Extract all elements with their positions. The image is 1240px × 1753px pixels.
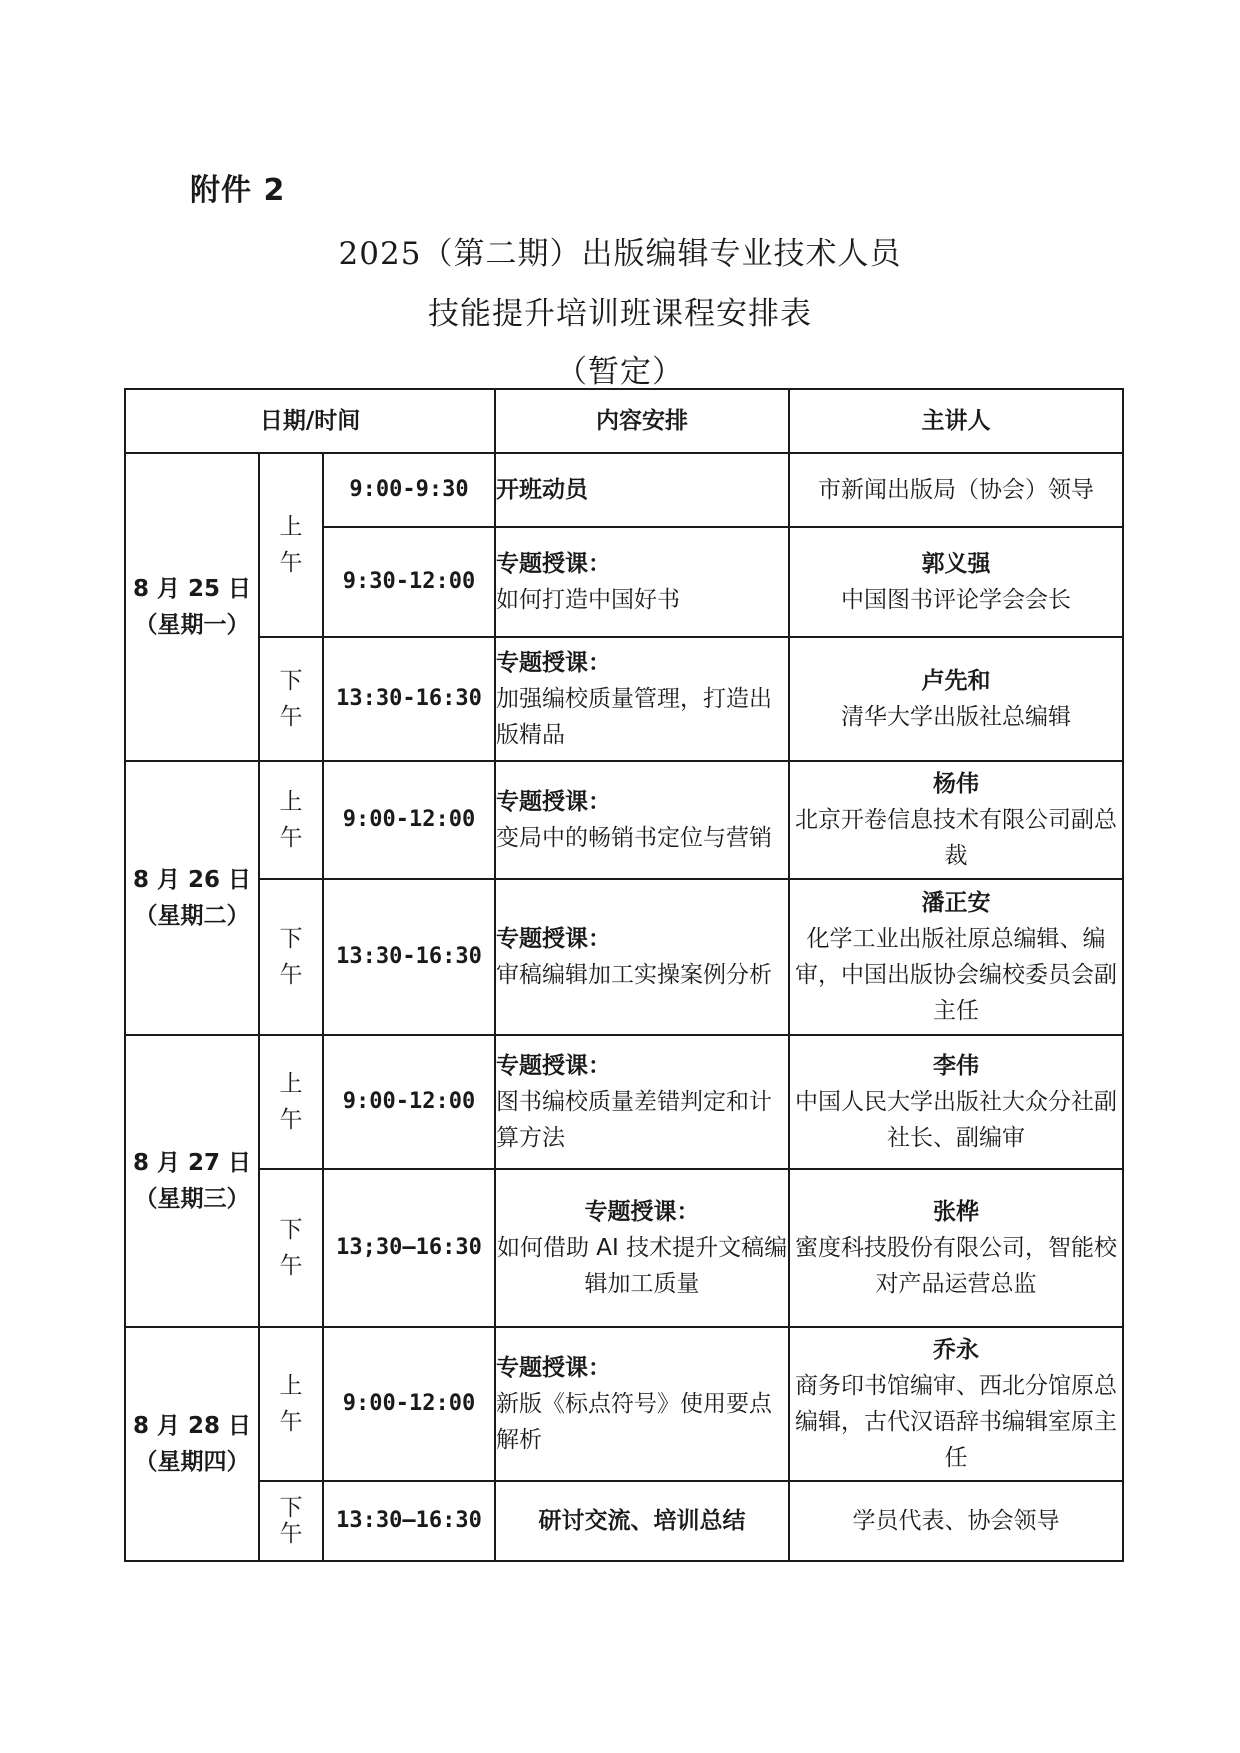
schedule-table xyxy=(124,388,1124,1562)
session-type-label: 专题授课： xyxy=(496,650,612,676)
speaker-title: 清华大学出版社总编辑 xyxy=(841,704,1072,730)
weekday-text: （星期一） xyxy=(134,612,250,638)
date-cell xyxy=(125,1327,259,1561)
table-row xyxy=(125,1169,1123,1327)
time-cell: 13;30—16:30 xyxy=(323,1169,495,1327)
session-type-label: 专题授课： xyxy=(584,1199,700,1225)
content-cell xyxy=(495,879,789,1035)
period-cell: 上 午 xyxy=(259,761,323,879)
period-cell: 下 午 xyxy=(259,879,323,1035)
speaker-cell xyxy=(789,527,1123,637)
attachment-label: 附件 2 xyxy=(190,173,286,208)
time-cell: 13:30—16:30 xyxy=(323,1481,495,1561)
period-cell: 下 午 xyxy=(259,1481,323,1561)
speaker-cell xyxy=(789,1035,1123,1169)
document-title-line-1: 2025（第二期）出版编辑专业技术人员 xyxy=(338,236,902,272)
speaker-cell xyxy=(789,879,1123,1035)
content-cell xyxy=(495,1035,789,1169)
table-row xyxy=(125,761,1123,879)
speaker-title: 蜜度科技股份有限公司，智能校对产品运营总监 xyxy=(795,1235,1118,1297)
period-cell: 上 午 xyxy=(259,453,323,637)
speaker-cell xyxy=(789,1327,1123,1481)
time-cell: 9:30-12:00 xyxy=(323,527,495,637)
speaker-name: 乔永 xyxy=(933,1337,980,1363)
session-type-label: 专题授课： xyxy=(496,789,612,815)
table-row xyxy=(125,453,1123,527)
speaker-title: 北京开卷信息技术有限公司副总裁 xyxy=(795,807,1118,869)
period-cell: 上 午 xyxy=(259,1327,323,1481)
speaker-cell xyxy=(789,1169,1123,1327)
content-text: 研讨交流、培训总结 xyxy=(538,1508,746,1534)
table-row xyxy=(125,637,1123,761)
header-speaker: 主讲人 xyxy=(789,389,1123,453)
date-cell xyxy=(125,761,259,1035)
time-cell: 13:30-16:30 xyxy=(323,879,495,1035)
speaker-title: 中国图书评论学会会长 xyxy=(841,587,1072,613)
session-topic: 审稿编辑加工实操案例分析 xyxy=(496,962,773,988)
table-row xyxy=(125,879,1123,1035)
table-row xyxy=(125,1481,1123,1561)
header-content: 内容安排 xyxy=(495,389,789,453)
time-cell: 9:00-9:30 xyxy=(323,453,495,527)
weekday-text: （星期四） xyxy=(134,1449,250,1475)
content-cell xyxy=(495,637,789,761)
session-type-label: 专题授课： xyxy=(496,1355,612,1381)
speaker-title: 化学工业出版社原总编辑、编审，中国出版协会编校委员会副主任 xyxy=(795,926,1118,1024)
date-cell xyxy=(125,1035,259,1327)
session-topic: 如何借助 AI 技术提升文稿编辑加工质量 xyxy=(496,1235,788,1297)
speaker-text: 学员代表、协会领导 xyxy=(852,1508,1060,1534)
period-cell: 下 午 xyxy=(259,637,323,761)
speaker-name: 潘正安 xyxy=(921,890,991,916)
document-title-line-2: 技能提升培训班课程安排表 xyxy=(428,296,812,332)
speaker-title: 中国人民大学出版社大众分社副社长、副编审 xyxy=(795,1089,1118,1151)
session-type-label: 专题授课： xyxy=(496,1053,612,1079)
speaker-name: 李伟 xyxy=(933,1053,980,1079)
content-text: 开班动员 xyxy=(496,477,589,503)
time-cell: 9:00-12:00 xyxy=(323,1035,495,1169)
period-cell: 上 午 xyxy=(259,1035,323,1169)
date-cell xyxy=(125,453,259,761)
session-topic: 新版《标点符号》使用要点解析 xyxy=(496,1391,773,1453)
table-row xyxy=(125,1035,1123,1169)
date-text: 8 月 28 日 xyxy=(132,1413,252,1439)
time-cell: 9:00-12:00 xyxy=(323,761,495,879)
period-cell: 下 午 xyxy=(259,1169,323,1327)
time-cell: 13:30-16:30 xyxy=(323,637,495,761)
weekday-text: （星期二） xyxy=(134,903,250,929)
session-topic: 如何打造中国好书 xyxy=(496,587,681,613)
date-text: 8 月 25 日 xyxy=(132,576,252,602)
table-row xyxy=(125,1327,1123,1481)
session-type-label: 专题授课： xyxy=(496,926,612,952)
speaker-title: 商务印书馆编审、西北分馆原总编辑，古代汉语辞书编辑室原主任 xyxy=(795,1373,1118,1471)
content-cell xyxy=(495,453,789,527)
session-topic: 图书编校质量差错判定和计算方法 xyxy=(496,1089,773,1151)
session-topic: 变局中的畅销书定位与营销 xyxy=(496,825,773,851)
speaker-name: 杨伟 xyxy=(933,771,980,797)
date-text: 8 月 27 日 xyxy=(132,1150,252,1176)
content-cell xyxy=(495,527,789,637)
content-cell xyxy=(495,1169,789,1327)
speaker-cell xyxy=(789,1481,1123,1561)
weekday-text: （星期三） xyxy=(134,1186,250,1212)
speaker-cell xyxy=(789,761,1123,879)
session-topic: 加强编校质量管理，打造出版精品 xyxy=(496,686,773,748)
content-cell xyxy=(495,1327,789,1481)
speaker-text: 市新闻出版局（协会）领导 xyxy=(818,477,1095,503)
table-header-row xyxy=(125,389,1123,453)
speaker-name: 卢先和 xyxy=(921,668,991,694)
speaker-name: 张桦 xyxy=(933,1199,980,1225)
speaker-cell xyxy=(789,637,1123,761)
session-type-label: 专题授课： xyxy=(496,551,612,577)
time-cell: 9:00-12:00 xyxy=(323,1327,495,1481)
document-title-provisional: （暂定） xyxy=(556,354,684,390)
speaker-cell xyxy=(789,453,1123,527)
date-text: 8 月 26 日 xyxy=(132,867,252,893)
content-cell xyxy=(495,761,789,879)
header-date-time: 日期/时间 xyxy=(125,389,495,453)
content-cell xyxy=(495,1481,789,1561)
speaker-name: 郭义强 xyxy=(921,551,991,577)
